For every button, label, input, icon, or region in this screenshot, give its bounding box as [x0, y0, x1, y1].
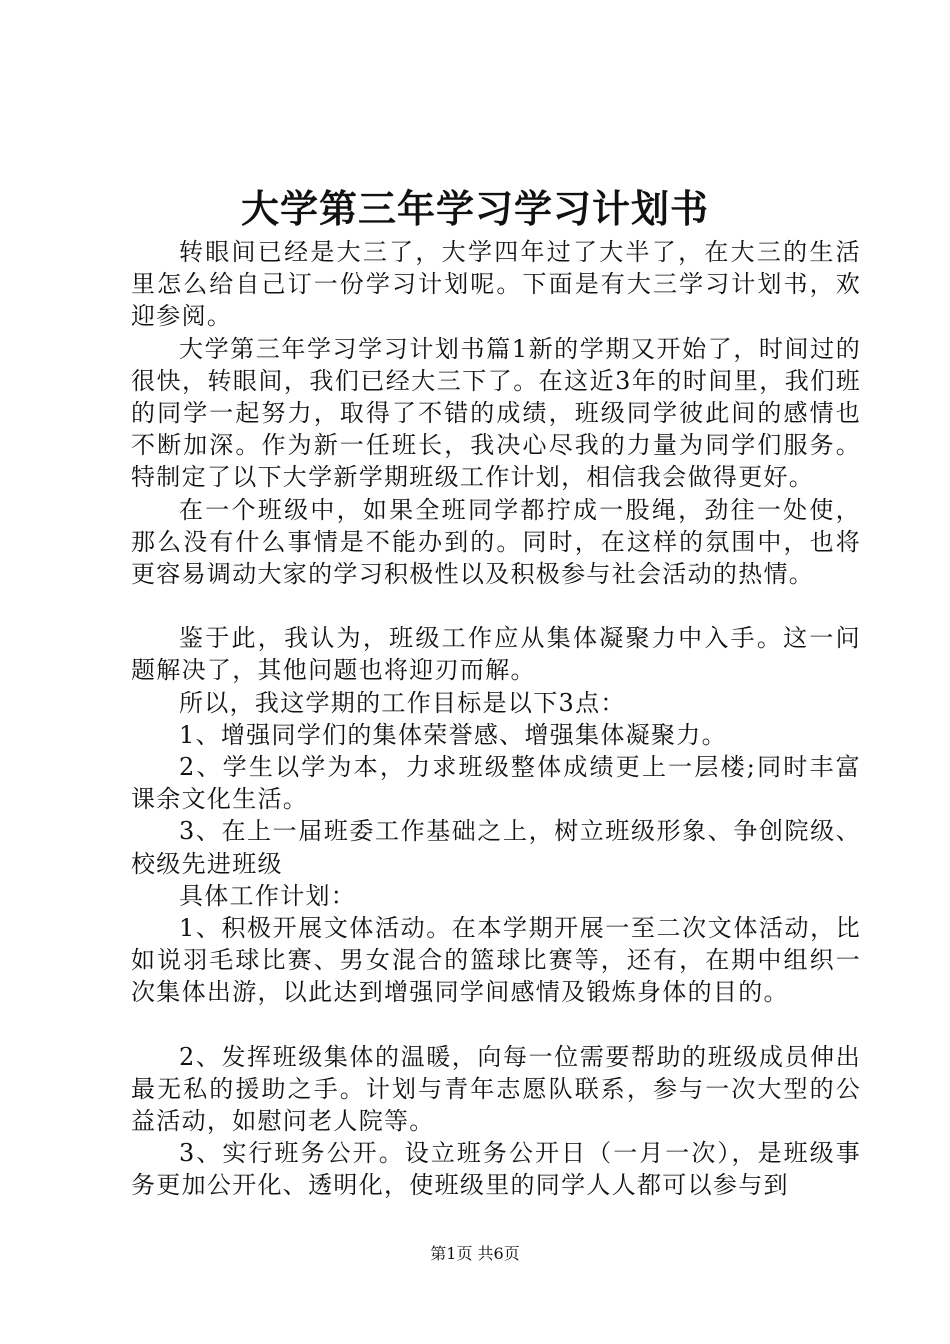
work-plan-item-1: 1、积极开展文体活动。在本学期开展一至二次文体活动，比如说羽毛球比赛、男女混合的篮球比赛等，还有，在期中组织一次集体出游，以此达到增强同学间感情及锻炼身体的目的。	[131, 914, 861, 1007]
work-plan-item-3: 3、实行班务公开。设立班务公开日（一月一次），是班级事务更加公开化、透明化，使班级里的同学人人都可以参与到	[131, 1139, 861, 1200]
goal-item-3: 3、在上一届班委工作基础之上，树立班级形象、争创院级、校级先进班级	[131, 817, 861, 878]
work-plan-item-2: 2、发挥班级集体的温暖，向每一位需要帮助的班级成员伸出最无私的援助之手。计划与青年志愿队联系，参与一次大型的公益活动，如慰问老人院等。	[131, 1042, 861, 1136]
work-plan-heading: 具体工作计划：	[179, 881, 357, 910]
cohesion-paragraph: 鉴于此，我认为，班级工作应从集体凝聚力中入手。这一问题解决了，其他问题也将迎刃而解。	[131, 624, 861, 685]
plan-opening-paragraph: 大学第三年学习学习计划书篇1新的学期又开始了，时间过的很快，转眼间，我们已经大三下了。在这近3年的时间里，我们班的同学一起努力，取得了不错的成绩，班级同学彼此间的感情也不断加深。作为新一任班长，我决心尽我的力量为同学们服务。特制定了以下大学新学期班级工作计划，相信我会做得更好。	[131, 334, 861, 492]
intro-paragraph: 转眼间已经是大三了，大学四年过了大半了，在大三的生活里怎么给自己订一份学习计划呢。下面是有大三学习计划书，欢迎参阅。	[131, 238, 861, 331]
page-number-footer: 第1页 共6页	[430, 1244, 520, 1263]
class-unity-paragraph: 在一个班级中，如果全班同学都拧成一股绳，劲往一处使，那么没有什么事情是不能办到的。同时，在这样的氛围中，也将更容易调动大家的学习积极性以及积极参与社会活动的热情。	[131, 495, 861, 589]
goal-item-2: 2、学生以学为本，力求班级整体成绩更上一层楼;同时丰富课余文化生活。	[131, 753, 861, 814]
goal-item-1: 1、增强同学们的集体荣誉感、增强集体凝聚力。	[179, 720, 727, 749]
document-body	[131, 236, 861, 1202]
document-title: 大学第三年学习学习计划书	[240, 186, 709, 231]
goals-heading-paragraph: 所以，我这学期的工作目标是以下3点：	[179, 688, 626, 717]
